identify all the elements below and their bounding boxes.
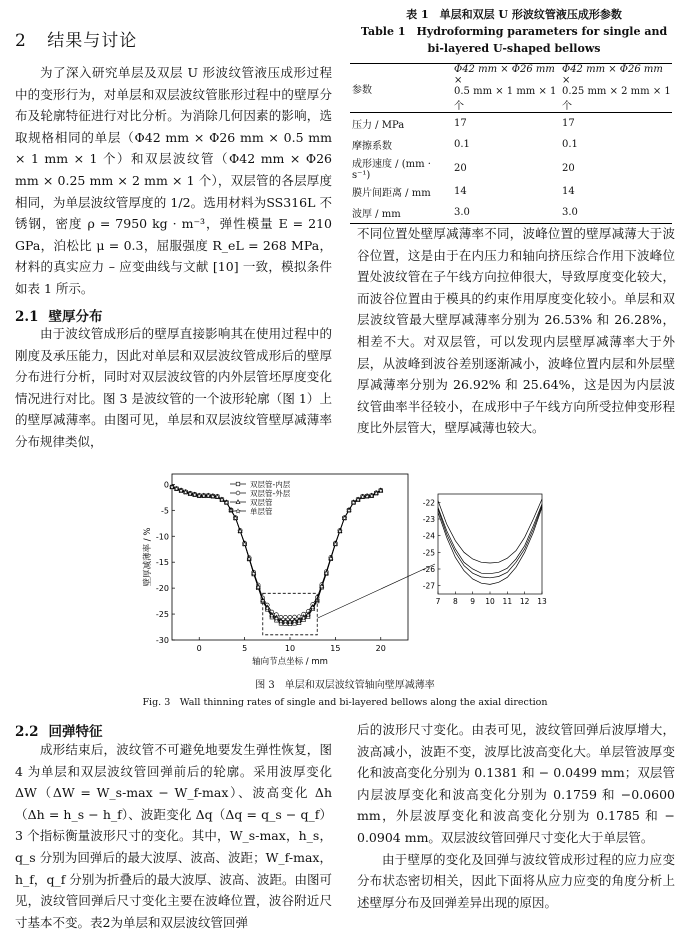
inset-x-tick-label: 12 <box>519 597 530 606</box>
subsection-number: 2.2 <box>15 724 39 740</box>
series-line-3 <box>172 487 381 621</box>
intro-paragraph-block <box>15 62 332 300</box>
right-paragraph: 不同位置处壁厚减薄率不同，波峰位置的壁厚减薄大于波谷位置，这是由于在内压力和轴向挤压综合作用下波峰位置处波纹管在子午线方向拉伸很大，导致厚度变化较大，而波谷位置由于模具的约束作用厚度变化较小。单层和双层波纹管最大壁厚减薄率分别为 26.53% 和 26.28%，相差不大。对双层管，可以发现内层壁厚减薄率大于外层，从波峰到波谷差别逐渐减小，波峰位置内层和外层壁厚减薄率分别为 26.92% 和 25.64%，这是因为内层波纹管曲率半径较小，在成形中子午线方向所受拉伸变形程度比外层管大，壁厚减薄也较大。 <box>357 226 675 436</box>
subsection-2-1-heading <box>15 305 103 325</box>
series-line-4 <box>172 487 381 622</box>
zoom-connector <box>317 564 435 618</box>
table-row: 膜片间距离 / mm 14 14 <box>352 186 575 199</box>
thickness-paragraph-block <box>15 323 332 453</box>
table-1 <box>350 6 678 224</box>
x-axis-label: 轴向节点坐标 / mm <box>252 657 328 667</box>
right-paragraph-2: 后的波形尺寸变化。由表可见，波纹管回弹后波厚增大，波高减小，波距不变，波厚比波高变化大。单层管波厚变化和波高变化分别为 0.1381 和 − 0.0499 mm；双层管内层波厚变化和波高变化分别为 0.1759 和 −0.0600 mm，外层波厚变化和波高变化分别为 0.1785 和 − 0.0904 mm。双层波纹管回弹尺寸变化大于单层管。 <box>357 722 675 845</box>
inset-y-tick-label: -27 <box>422 581 435 591</box>
legend-marker <box>236 491 240 495</box>
section-heading <box>15 26 137 51</box>
subsection-title: 回弹特征 <box>48 724 103 740</box>
y-tick-label: -5 <box>161 506 169 516</box>
inset-x-tick-label: 9 <box>470 597 476 606</box>
x-tick-label: 5 <box>242 644 248 653</box>
y-tick-label: -25 <box>155 610 169 620</box>
table-row: 摩擦系数 0.1 0.1 <box>352 139 578 152</box>
table-header-param: 参数 <box>352 84 372 96</box>
y-axis-label: 壁厚减薄率 / % <box>143 527 153 587</box>
series-line-2 <box>172 487 381 617</box>
inset-x-tick-label: 11 <box>502 597 513 606</box>
inset-x-tick-label: 7 <box>435 597 441 606</box>
subsection-title: 壁厚分布 <box>48 309 103 325</box>
y-tick-label: -10 <box>155 532 169 542</box>
table-row: 成形速度 / (mm · s⁻¹) 20 20 <box>352 159 575 181</box>
subsection-2-2-heading <box>15 720 103 740</box>
inset-y-tick-label: -26 <box>422 565 435 574</box>
right-paragraph-3: 由于壁厚的变化及回弹与波纹管成形过程的应力应变分布状态密切相关，因此下面将从应力应变的角度分析上述壁厚分布及回弹差异出现的原因。 <box>357 851 675 910</box>
subsection-number: 2.1 <box>15 309 39 325</box>
x-tick-label: 10 <box>284 644 296 653</box>
legend-marker <box>236 509 240 513</box>
x-tick-label: 20 <box>375 644 386 653</box>
inset-y-tick-label: -25 <box>422 548 435 558</box>
legend-label: 双层管 <box>250 498 273 507</box>
figure-3-chart <box>140 462 560 672</box>
legend-label: 单层管 <box>250 507 273 516</box>
figure-3-caption-cn: 图 3 单层和双层波纹管轴向壁厚减薄率 <box>255 680 435 691</box>
intro-paragraph: 为了深入研究单层及双层 U 形波纹管液压成形过程中的变形行为，对单层和双层波纹管胀形过程中的壁厚分布及轮廓特征进行对比分析。为消除几何因素的影响，选取规格相同的单层（Φ42 mm × Φ26 mm × 0.5 mm × 1 mm × 1 个）和双层波纹管（Φ42 mm × Φ26 mm × 0.25 mm × 2 mm × 1 个），双层管的各层厚度相同，为单层波纹管厚度的 1/2。选用材料为SS316L 不锈钢，密度 ρ = 7950 kg · m⁻³，弹性模量 E = 210 GPa，泊松比 μ = 0.3，屈服强度 R_eL = 268 MPa，材料的真实应力 – 应变曲线与文献 [10] 一致，模拟条件如表 1 所示。 <box>15 65 332 296</box>
legend-label: 双层管-外层 <box>250 489 291 498</box>
table-header-single-b: 0.5 mm × 1 mm × 1 个 <box>454 86 557 112</box>
table-row: 波厚 / mm 3.0 3.0 <box>350 202 672 224</box>
y-tick-label: -20 <box>155 584 169 594</box>
legend-marker <box>236 482 240 486</box>
section-title: 结果与讨论 <box>47 31 138 51</box>
inset-y-tick-label: -22 <box>422 498 435 508</box>
springback-paragraph-block <box>15 739 332 933</box>
y-tick-label: -15 <box>155 558 169 568</box>
table-caption-en-line1: Table 1 Hydroforming parameters for single and <box>360 25 668 38</box>
x-tick-label: 15 <box>330 644 341 653</box>
legend-label: 双层管-内层 <box>250 480 291 489</box>
table-header-double-b: 0.25 mm × 2 mm × 1 个 <box>562 86 671 112</box>
inset-y-tick-label: -23 <box>422 515 435 524</box>
springback-paragraph: 成形结束后，波纹管不可避免地要发生弹性恢复，图 4 为单层和双层波纹管回弹前后的轮廓。采用波厚变化 ΔW（ΔW = W_s-max − W_f-max）、波高变化 Δh（Δh = h_s − h_f）、波距变化 Δq（Δq = q_s − q_f）3 个指标衡量波形尺寸的变化。其中，W_s-max，h_s，q_s 分别为回弹后的最大波厚、波高、波距；W_f-max，h_f，q_f 分别为折叠后的最大波厚、波高、波距。由图可见，波纹管回弹后尺寸变化主要在波峰位置，波谷附近尺寸基本不变。表2为单层和双层波纹管回弹 <box>15 742 332 930</box>
table-header-double-a: Φ42 mm × Φ26 mm × <box>562 64 663 86</box>
x-tick-label: 0 <box>196 644 202 653</box>
right-paragraph-block <box>357 223 675 439</box>
right-paragraph2-block <box>357 719 675 913</box>
inset-x-tick-label: 8 <box>452 597 458 606</box>
table-header-single-a: Φ42 mm × Φ26 mm × <box>454 64 555 86</box>
y-tick-label: -30 <box>155 636 169 645</box>
inset-x-tick-label: 10 <box>485 597 495 606</box>
inset-frame <box>438 494 542 594</box>
section-number: 2 <box>15 31 27 51</box>
table-caption-en-line2: bi-layered U-shaped bellows <box>427 42 601 55</box>
parameters-table <box>350 63 672 224</box>
inset-x-tick-label: 13 <box>537 597 547 606</box>
y-tick-label: 0 <box>163 480 169 490</box>
table-caption-cn: 表 1 单层和双层 U 形波纹管液压成形参数 <box>406 8 622 21</box>
thickness-paragraph: 由于波纹管成形后的壁厚直接影响其在使用过程中的刚度及承压能力，因此对单层和双层波纹管成形后的壁厚分布进行分析，同时对双层波纹管的内外层管坯厚度变化情况进行对比。图 3 是波纹管的一个波形轮廓（图 1）上的壁厚减薄率。由图可见，单层和双层波纹管壁厚减薄率分布规律类似， <box>15 326 332 449</box>
figure-3-caption-en: Fig. 3 Wall thinning rates of single and bi-layered bellows along the axial direction <box>142 697 548 708</box>
inset-y-tick-label: -24 <box>422 531 435 541</box>
table-row: 压力 / MPa 17 17 <box>352 118 575 131</box>
